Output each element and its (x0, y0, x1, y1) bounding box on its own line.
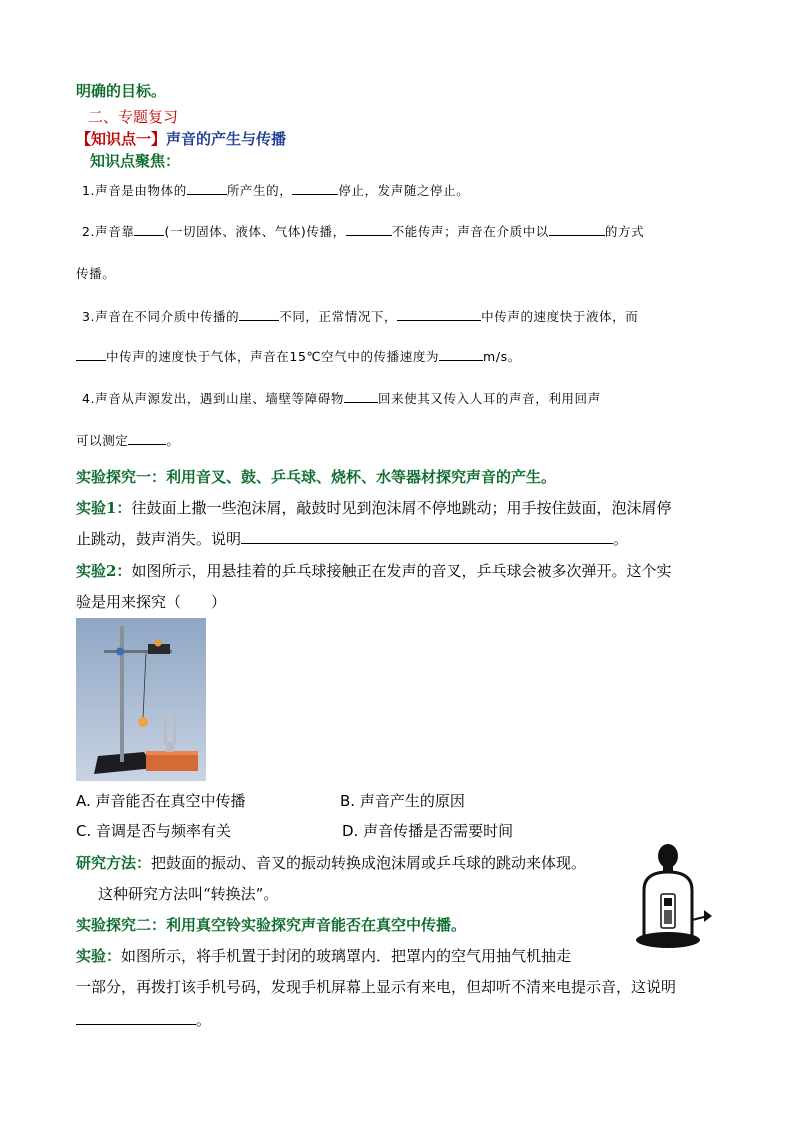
option-a[interactable]: A. 声音能否在真空中传播 (76, 792, 246, 810)
blank (344, 388, 378, 403)
item-2-cont: 传播。 (76, 266, 116, 281)
experiment-2-title: 实验探究二：利用真空铃实验探究声音能否在真空中传播。 (76, 916, 467, 934)
item-3: 3.声音在不同介质中传播的 不同，正常情况下， 中传声的速度快于液体，而 (82, 306, 638, 325)
experiment-1-title: 实验探究一：利用音叉、鼓、乒乓球、烧杯、水等器材探究声音的产生。 (76, 468, 557, 486)
blank (187, 180, 227, 195)
blank (239, 306, 279, 321)
item-3-cont: 中传声的速度快于气体，声音在15℃空气中的传播速度为 m/s。 (76, 346, 521, 365)
item-1: 1.声音是由物体的 所产生的， 停止，发声随之停止。 (82, 180, 469, 199)
item-2: 2.声音靠 (一切固体、液体、气体)传播， 不能传声；声音在介质中以 的方式 (82, 221, 644, 240)
experiment-1-line-2: 止跳动，鼓声消失。说明 。 (76, 530, 629, 548)
blank (397, 306, 481, 321)
research-method-2: 这种研究方法叫“转换法”。 (98, 885, 279, 903)
option-c[interactable]: C. 音调是否与频率有关 (76, 822, 232, 840)
knowledge-point-1-heading (76, 128, 286, 149)
blank (76, 1010, 196, 1025)
blank (346, 221, 392, 236)
intro-tail: 明确的目标。 (76, 82, 167, 100)
blank (292, 180, 338, 195)
tuning-fork-photo (76, 618, 206, 781)
item-4-cont: 可以测定 。 (76, 430, 180, 449)
experiment-vacuum-line-3: 。 (76, 1009, 211, 1030)
vacuum-bell-jar-illustration (632, 838, 712, 958)
knowledge-point-bracket: 【知识点一】 (76, 130, 167, 148)
knowledge-point-title: 声音的产生与传播 (166, 130, 287, 148)
blank (439, 346, 483, 361)
focus-label: 知识点聚焦： (90, 152, 181, 170)
experiment-2-line-1: 实验2：如图所示，用悬挂着的乒乓球接触正在发声的音叉，乒乓球会被多次弹开。这个实 (76, 562, 672, 580)
option-d[interactable]: D. 声音传播是否需要时间 (342, 822, 514, 840)
blank (241, 529, 613, 544)
blank (128, 430, 166, 445)
research-method: 研究方法：把鼓面的振动、音叉的振动转换成泡沫屑或乒乓球的跳动来体现。 (76, 854, 587, 872)
experiment-vacuum-line-1: 实验：如图所示，将手机置于封闭的玻璃罩内．把罩内的空气用抽气机抽走 (76, 947, 572, 965)
option-b[interactable]: B. 声音产生的原因 (340, 792, 465, 810)
blank (134, 221, 164, 236)
blank (549, 221, 605, 236)
blank (76, 346, 106, 361)
experiment-2-line-2: 验是用来探究（ ） (76, 593, 227, 611)
experiment-vacuum-line-2: 一部分，再拨打该手机号码，发现手机屏幕上显示有来电，但却听不清来电提示音，这说明 (76, 978, 677, 996)
item-4: 4.声音从声源发出，遇到山崖、墙壁等障碍物 回来使其又传入人耳的声音，利用回声 (82, 388, 601, 407)
experiment-1-line-1: 实验1：往鼓面上撒一些泡沫屑，敲鼓时见到泡沫屑不停地跳动；用手按住鼓面，泡沫屑停 (76, 499, 672, 517)
section-heading: 二、专题复习 (88, 108, 179, 126)
